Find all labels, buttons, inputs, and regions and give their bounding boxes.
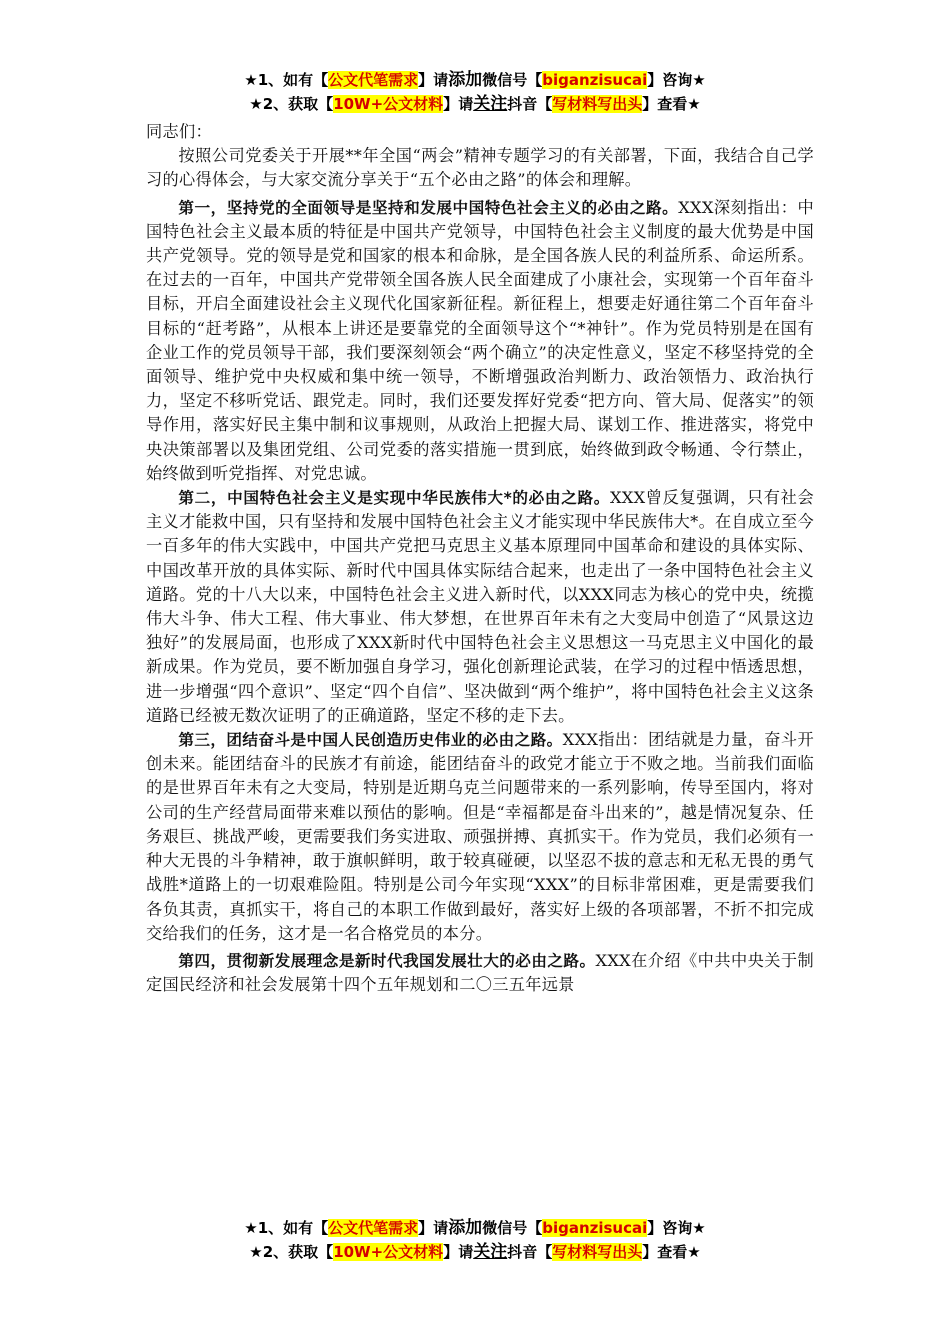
banner-text: 抖音【: [507, 95, 553, 113]
banner-text: ★1、如有【: [244, 71, 329, 89]
section-heading: 第四，贯彻新发展理念是新时代我国发展壮大的必由之路。: [178, 951, 596, 970]
banner-emphasis: 关注: [473, 94, 508, 114]
banner-text: ★2、获取【: [249, 1243, 334, 1261]
section-paragraph: [146, 728, 814, 946]
highlight-materials: 10W+公文材料: [333, 1243, 444, 1261]
highlight-service: 公文代笔需求: [328, 1219, 419, 1237]
section-text: XXX在介绍《中共中央关于制定国民经济和社会发展第十四个五年规划和二〇三五年远景: [146, 950, 814, 995]
banner-text: 】咨询★: [647, 71, 706, 89]
banner-text: ★2、获取【: [249, 95, 334, 113]
section-paragraph: [146, 949, 814, 997]
highlight-materials: 10W+公文材料: [333, 95, 444, 113]
banner-text: 】咨询★: [647, 1219, 706, 1237]
banner-text: 微信号【: [482, 1219, 543, 1237]
document-body: [146, 120, 814, 997]
section-text: XXX指出：团结就是力量，奋斗开创未来。能团结奋斗的民族才有前途，能团结奋斗的政党才能立于不败之地。当前我们面临的是世界百年未有之大变局，特别是近期乌克兰问题带来的一系列影响，传导至国内，将对公司的生产经营局面带来难以预估的影响。但是“幸福都是奋斗出来的”，越是情况复杂、任务艰巨、挑战严峻，更需要我们务实进取、顽强拼搏、真抓实干。作为党员，我们必须有一种大无畏的斗争精神，敢于旗帜鲜明，敢于较真碰硬，以坚忍不拔的意志和无私无畏的勇气战胜*道路上的一切艰难险阻。特别是公司今年实现“XXX”的目标非常困难，更是需要我们各负其责，真抓实干，将自己的本职工作做到最好，落实好上级的各项部署，不折不扣完成交给我们的任务，这才是一名合格党员的本分。: [146, 730, 815, 943]
banner-text: 】查看★: [642, 95, 701, 113]
banner-text: 】请: [418, 71, 449, 89]
banner-line-1: [0, 68, 950, 92]
highlight-wechat-id: biganzisucai: [542, 71, 648, 89]
banner-emphasis: 添加: [448, 70, 483, 90]
banner-emphasis: 关注: [473, 1242, 508, 1262]
banner-text: 】请: [443, 95, 474, 113]
section-heading: 第二，中国特色社会主义是实现中华民族伟大*的必由之路。: [178, 489, 610, 508]
footer-banner: [0, 1216, 950, 1264]
banner-text: 微信号【: [482, 71, 543, 89]
highlight-wechat-id: biganzisucai: [542, 1219, 648, 1237]
section-paragraph: [146, 486, 814, 728]
intro-paragraph: 按照公司党委关于开展**年全国“两会”精神专题学习的有关部署，下面，我结合自己学习的心得体会，与大家交流分享关于“五个必由之路”的体会和理解。: [146, 146, 814, 190]
banner-line-2: [0, 92, 950, 116]
highlight-douyin-account: 写材料写出头: [552, 1243, 643, 1261]
section-paragraph: [146, 196, 814, 486]
banner-text: ★1、如有【: [244, 1219, 329, 1237]
salutation: 同志们：: [146, 122, 212, 141]
banner-text: 】请: [418, 1219, 449, 1237]
banner-text: 】查看★: [642, 1243, 701, 1261]
banner-text: 】请: [443, 1243, 474, 1261]
banner-emphasis: 添加: [448, 1218, 483, 1238]
banner-line-2: [0, 1240, 950, 1264]
section-heading: 第三，团结奋斗是中国人民创造历史伟业的必由之路。: [178, 731, 563, 750]
section-text: XXX曾反复强调，只有社会主义才能救中国，只有坚持和发展中国特色社会主义才能实现中华民族伟大*。在自成立至今一百多年的伟大实践中，中国共产党把马克思主义基本原理同中国革命和建设的具体实际、中国改革开放的具体实际、新时代中国具体实际结合起来，也走出了一条中国特色社会主义道路。党的十八大以来，中国特色社会主义进入新时代，以XXX同志为核心的党中央，统揽伟大斗争、伟大工程、伟大事业、伟大梦想，在世界百年未有之大变局中创造了“风景这边独好”的发展局面，也形成了XXX新时代中国特色社会主义思想这一马克思主义中国化的最新成果。作为党员，要不断加强自身学习，强化创新理论武装，在学习的过程中悟透思想，进一步增强“四个意识”、坚定“四个自信”、坚决做到“两个维护”，将中国特色社会主义这条道路已经被无数次证明了的正确道路，坚定不移的走下去。: [146, 488, 814, 725]
banner-text: 抖音【: [507, 1243, 553, 1261]
header-banner: [0, 68, 950, 116]
highlight-service: 公文代笔需求: [328, 71, 419, 89]
highlight-douyin-account: 写材料写出头: [552, 95, 643, 113]
section-text: XXX深刻指出：中国特色社会主义最本质的特征是中国共产党领导，中国特色社会主义制度的最大优势是中国共产党领导。党的领导是党和国家的根本和命脉，是全国各族人民的利益所系、命运所系。在过去的一百年，中国共产党带领全国各族人民全面建成了小康社会，实现第一个百年奋斗目标，开启全面建设社会主义现代化国家新征程。新征程上，想要走好通往第二个百年奋斗目标的“赶考路”，从根本上讲还是要靠党的全面领导这个“*神针”。作为党员特别是在国有企业工作的党员领导干部，我们要深刻领会“两个确立”的决定性意义，坚定不移坚持党的全面领导、维护党中央权威和集中统一领导，不断增强政治判断力、政治领悟力、政治执行力，坚定不移听党话、跟党走。同时，我们还要发挥好党委“把方向、管大局、促落实”的领导作用，落实好民主集中制和议事规则，从政治上把握大局、谋划工作、推进落实，将党中央决策部署以及集团党组、公司党委的落实措施一贯到底，始终做到政令畅通、令行禁止，始终做到听党指挥、对党忠诚。: [146, 197, 814, 483]
banner-line-1: [0, 1216, 950, 1240]
section-heading: 第一，坚持党的全面领导是坚持和发展中国特色社会主义的必由之路。: [178, 198, 679, 217]
